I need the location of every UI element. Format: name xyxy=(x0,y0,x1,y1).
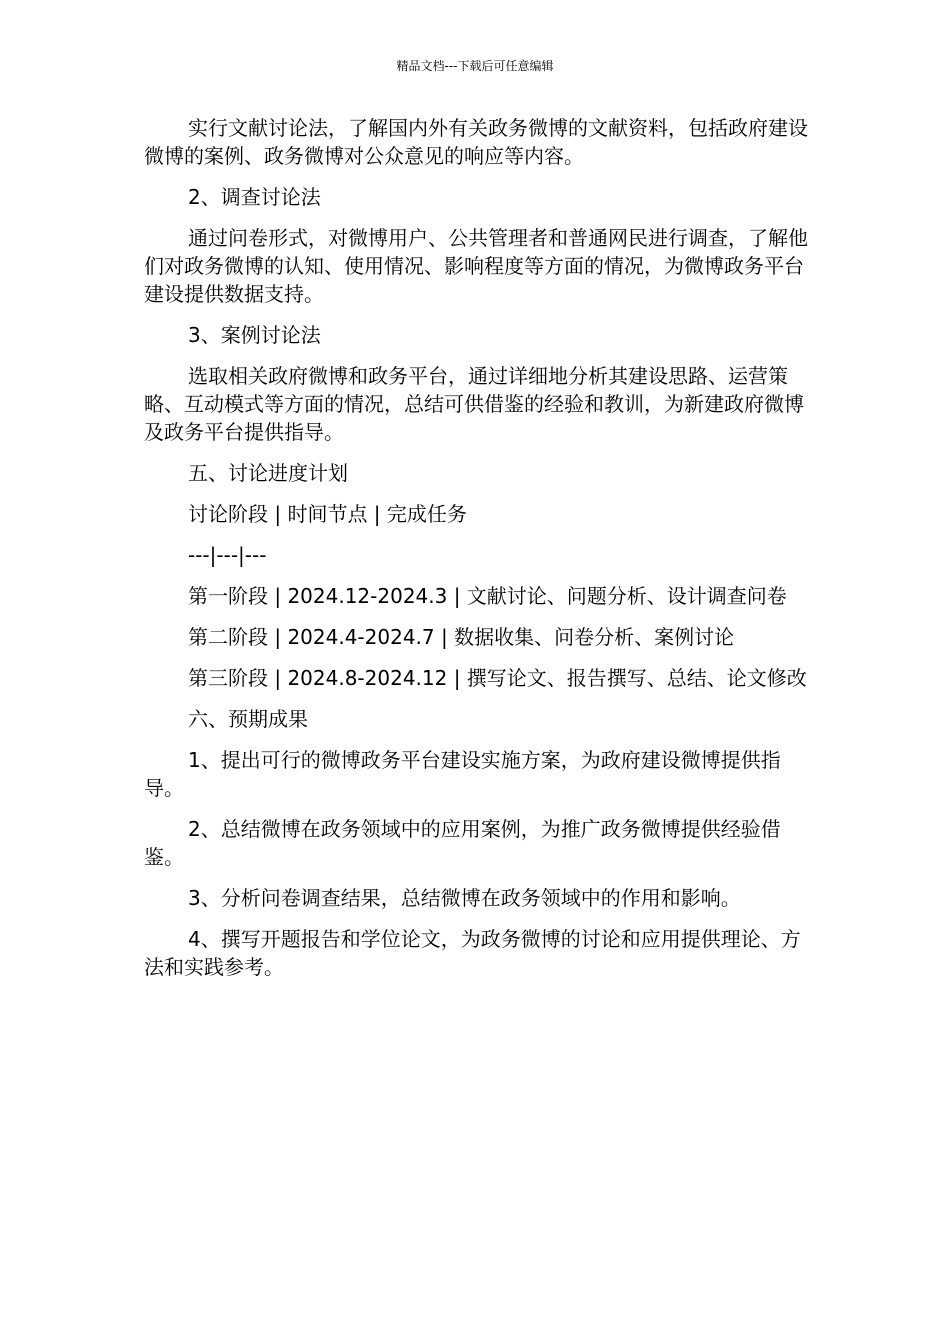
paragraph-literature-method: 实行文献讨论法，了解国内外有关政务微博的文献资料，包括政府建设微博的案例、政务微博对公众意见的响应等内容。 xyxy=(144,116,808,168)
heading-expected-results: 六、预期成果 xyxy=(188,707,308,731)
expected-result-4: 4、撰写开题报告和学位论文，为政务微博的讨论和应用提供理论、方法和实践参考。 xyxy=(144,927,801,979)
paragraph-case-method: 选取相关政府微博和政务平台，通过详细地分析其建设思路、运营策略、互动模式等方面的情况，总结可供借鉴的经验和教训，为新建政府微博及政务平台提供指导。 xyxy=(144,364,804,444)
expected-result-1: 1、提出可行的微博政务平台建设实施方案，为政府建设微博提供指导。 xyxy=(144,748,781,800)
schedule-row-stage-1: 第一阶段 | 2024.12-2024.3 | 文献讨论、问题分析、设计调查问卷 xyxy=(188,584,787,608)
schedule-table-header: 讨论阶段 | 时间节点 | 完成任务 xyxy=(188,502,467,526)
schedule-row-stage-2: 第二阶段 | 2024.4-2024.7 | 数据收集、问卷分析、案例讨论 xyxy=(188,625,735,649)
schedule-row-stage-3: 第三阶段 | 2024.8-2024.12 | 撰写论文、报告撰写、总结、论文修改 xyxy=(188,666,807,690)
heading-case-method: 3、案例讨论法 xyxy=(188,323,321,347)
page-header: 精品文档---下载后可任意编辑 xyxy=(396,59,554,73)
heading-survey-method: 2、调查讨论法 xyxy=(188,185,321,209)
paragraph-survey-method: 通过问卷形式，对微博用户、公共管理者和普通网民进行调查，了解他们对政务微博的认知、使用情况、影响程度等方面的情况，为微博政务平台建设提供数据支持。 xyxy=(144,226,808,306)
expected-result-3: 3、分析问卷调查结果，总结微博在政务领域中的作用和影响。 xyxy=(188,886,741,910)
document-body xyxy=(144,114,808,994)
schedule-table-separator: ---|---|--- xyxy=(188,543,267,567)
expected-result-2: 2、总结微博在政务领域中的应用案例，为推广政务微博提供经验借鉴。 xyxy=(144,817,781,869)
heading-schedule: 五、讨论进度计划 xyxy=(188,461,348,485)
